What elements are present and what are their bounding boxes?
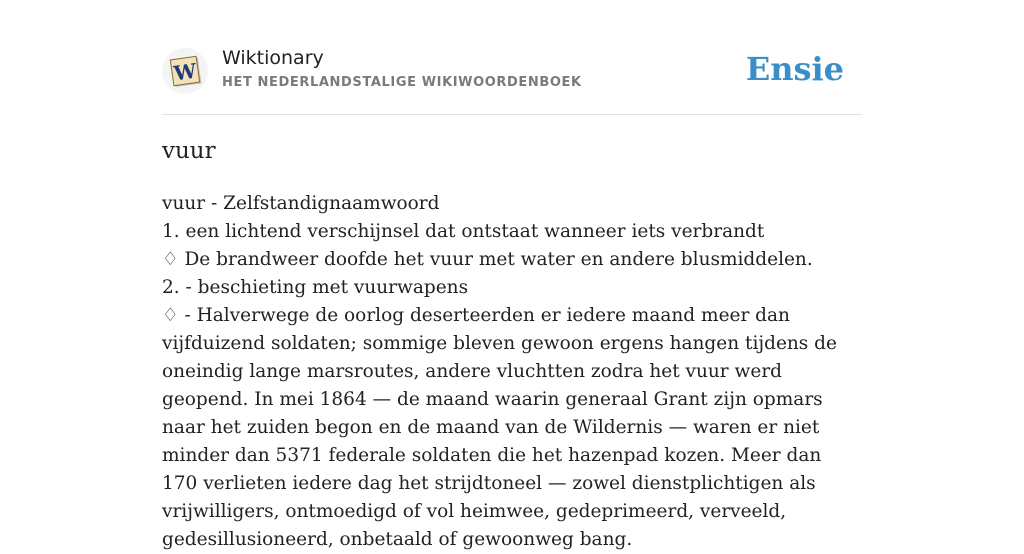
example-1: ♢ De brandweer doofde het vuur met water en andere blusmiddelen.: [162, 249, 813, 270]
example-2: ♢ - Halverwege de oorlog deserteerden er iedere maand meer dan vijfduizend soldaten; sommige bleven gewoon ergens hangen tijdens de oneindig lange marsroutes, andere vluchtten zodra het vuur werd geopend. In mei 1864 — de maand waarin generaal Grant zijn opmars naar het zuiden begon en de maand van de Wildernis — waren er niet minder dan 5371 federale soldaten die het hazenpad kozen. Meer dan 170 verlieten iedere dag het strijdtoneel — zowel dienstplichtigen als vrijwilligers, ontmoedigd of vol heimwee, gedeprimeerd, verveeld, gedesillusioneerd, onbetaald of gewoonweg bang.: [162, 305, 837, 550]
site-title[interactable]: Wiktionary: [222, 47, 324, 69]
page: [162, 0, 862, 550]
part-of-speech-line: vuur - Zelfstandignaamwoord: [162, 193, 440, 214]
logo-letter: W: [172, 58, 198, 86]
wiktionary-logo-icon[interactable]: [162, 48, 208, 94]
site-subtitle: HET NEDERLANDSTALIGE WIKIWOORDENBOEK: [222, 75, 582, 90]
word-title: vuur: [162, 138, 216, 164]
definition-1: 1. een lichtend verschijnsel dat ontstaat wanneer iets verbrandt: [162, 221, 765, 242]
site-header: [162, 44, 862, 115]
definition-content: [162, 190, 862, 554]
ensie-brand-logo[interactable]: Ensie: [745, 50, 844, 88]
definition-2: 2. - beschieting met vuurwapens: [162, 277, 469, 298]
